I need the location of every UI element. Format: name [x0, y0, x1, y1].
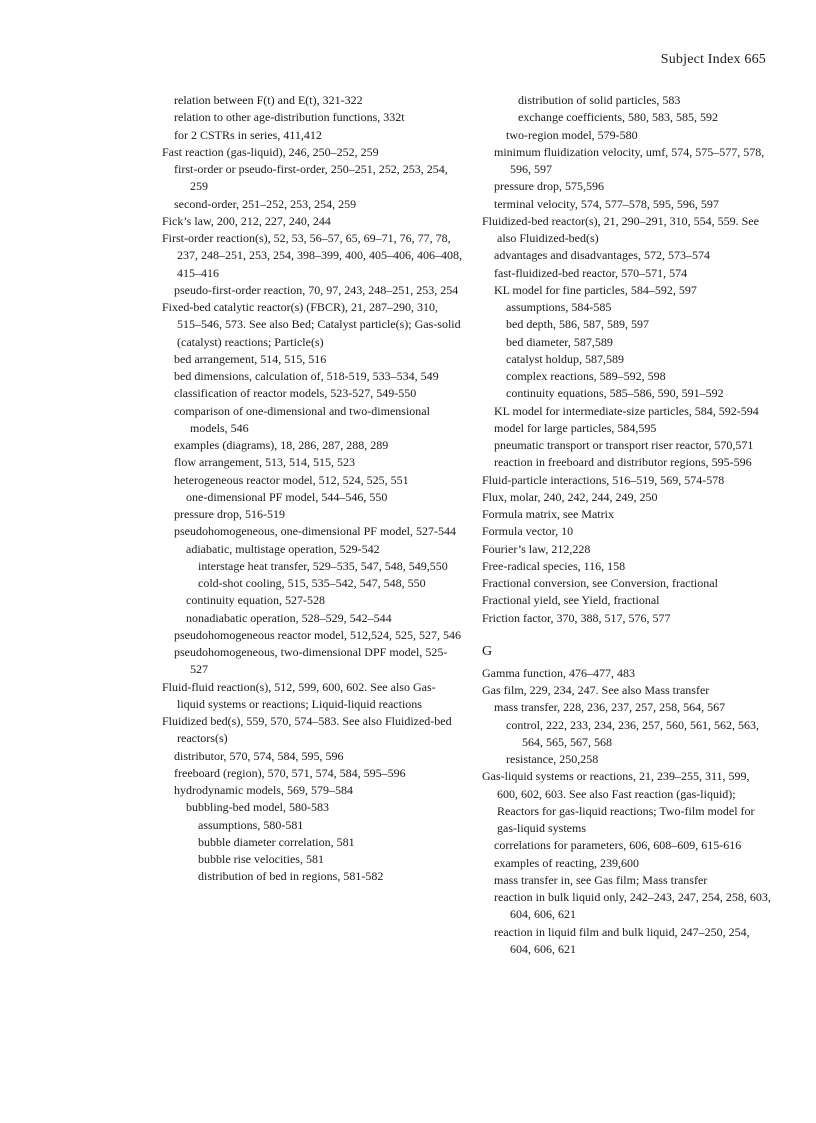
index-subentry: pneumatic transport or transport riser reactor, 570,571 — [494, 438, 754, 452]
index-entry: Fractional yield, see Yield, fractional — [482, 593, 660, 608]
index-subentry: freeboard (region), 570, 571, 574, 584, 595–596 — [174, 765, 406, 780]
index-subentry: classification of reactor models, 523-527, 549-550 — [174, 386, 417, 401]
index-entry: Fluidized-bed reactor(s), 21, 290–291, 310, 554, 559. See also Fluidized-bed(s) — [482, 213, 759, 245]
index-subentry: one-dimensional PF model, 544–546, 550 — [186, 489, 388, 504]
index-subentry: assumptions, 580-581 — [198, 817, 304, 832]
index-subentry: hydrodynamic models, 569, 579–584 — [174, 783, 353, 797]
index-subentry: distribution of bed in regions, 581-582 — [198, 869, 384, 884]
index-subentry: nonadiabatic operation, 528–529, 542–544 — [186, 610, 392, 625]
index-subentry: KL model for intermediate-size particles, 584, 592-594 — [494, 403, 759, 418]
index-subentry: second-order, 251–252, 253, 254, 259 — [174, 196, 357, 211]
index-entry: Fick’s law, 200, 212, 227, 240, 244 — [162, 213, 331, 228]
index-subentry: continuity equations, 585–586, 590, 591–592 — [506, 386, 724, 401]
index-subentry: complex reactions, 589–592, 598 — [506, 369, 666, 383]
index-subentry: flow arrangement, 513, 514, 515, 523 — [174, 455, 355, 470]
index-subentry: pseudohomogeneous reactor model, 512,524, 525, 527, 546 — [174, 627, 461, 642]
index-subentry: bubbling-bed model, 580-583 — [186, 800, 329, 815]
index-entry: First-order reaction(s), 52, 53, 56–57, 65, 69–71, 76, 77, 78, 237, 248–251, 253, 254, 398–399, 400, 405–406, 406–408, 415–416 — [162, 231, 462, 280]
index-subentry: KL model for fine particles, 584–592, 597 — [494, 282, 697, 297]
index-subentry: for 2 CSTRs in series, 411,412 — [174, 127, 322, 142]
index-subentry: pseudohomogeneous, two-dimensional DPF model, 525-527 — [174, 645, 448, 677]
index-letter-heading: G — [482, 643, 493, 659]
index-subentry: catalyst holdup, 587,589 — [506, 351, 624, 366]
index-subentry: minimum fluidization velocity, umf, 574, 575–577, 578, 596, 597 — [494, 144, 765, 176]
index-subentry: mass transfer, 228, 236, 237, 257, 258, 564, 567 — [494, 700, 726, 715]
index-entry: Free-radical species, 116, 158 — [482, 558, 626, 573]
index-subentry: examples of reacting, 239,600 — [494, 855, 639, 870]
index-subentry: exchange coefficients, 580, 583, 585, 592 — [518, 110, 719, 125]
index-subentry: pressure drop, 575,596 — [494, 179, 604, 194]
index-subentry: fast-fluidized-bed reactor, 570–571, 574 — [494, 265, 688, 280]
index-subentry: bed diameter, 587,589 — [506, 334, 613, 349]
index-subentry: heterogeneous reactor model, 512, 524, 525, 551 — [174, 472, 409, 487]
index-subentry: cold-shot cooling, 515, 535–542, 547, 548, 550 — [198, 576, 426, 590]
index-entry: Fluidized bed(s), 559, 570, 574–583. See also Fluidized-bed reactors(s) — [162, 714, 452, 746]
page-header: Subject Index 665 — [660, 52, 766, 67]
index-subentry: mass transfer in, see Gas film; Mass transfer — [494, 872, 708, 887]
index-subentry: distributor, 570, 574, 584, 595, 596 — [174, 748, 344, 763]
index-subentry: assumptions, 584-585 — [506, 300, 612, 314]
index-entry: Flux, molar, 240, 242, 244, 249, 250 — [482, 489, 658, 504]
index-entry: Gas-liquid systems or reactions, 21, 239–255, 311, 599, 600, 602, 603. See also Fast reaction (gas-liquid); Reactors for gas-liquid reactions; Two-film model for gas-liquid systems — [482, 769, 755, 835]
index-subentry: correlations for parameters, 606, 608–609, 615-616 — [494, 838, 742, 853]
index-subentry: bed dimensions, calculation of, 518-519, 533–534, 549 — [174, 369, 439, 383]
index-subentry: first-order or pseudo-first-order, 250–251, 252, 253, 254, 259 — [174, 162, 448, 194]
index-entry: Formula matrix, see Matrix — [482, 507, 614, 521]
index-subentry: relation to other age-distribution functions, 332t — [174, 110, 405, 125]
index-subentry: terminal velocity, 574, 577–578, 595, 596, 597 — [494, 196, 719, 211]
index-column-left — [162, 92, 462, 886]
index-subentry: reaction in freeboard and distributor regions, 595-596 — [494, 455, 752, 470]
index-entry: Gamma function, 476–477, 483 — [482, 665, 635, 680]
index-subentry: pressure drop, 516-519 — [174, 507, 285, 521]
index-subentry: reaction in liquid film and bulk liquid, 247–250, 254, 604, 606, 621 — [494, 924, 750, 956]
index-entry: Fractional conversion, see Conversion, fractional — [482, 576, 718, 590]
index-subentry: two-region model, 579-580 — [506, 127, 638, 142]
index-entry: Fixed-bed catalytic reactor(s) (FBCR), 21, 287–290, 310, 515–546, 573. See also Bed; Catalyst particle(s); Gas-solid (catalyst) reactions; Particle(s) — [162, 300, 461, 349]
index-subentry: control, 222, 233, 234, 236, 257, 560, 561, 562, 563, 564, 565, 567, 568 — [506, 717, 759, 749]
index-subentry: comparison of one-dimensional and two-dimensional models, 546 — [174, 403, 430, 435]
index-subentry: distribution of solid particles, 583 — [518, 93, 681, 107]
index-subentry: advantages and disadvantages, 572, 573–574 — [494, 248, 710, 263]
index-subentry: pseudo-first-order reaction, 70, 97, 243, 248–251, 253, 254 — [174, 282, 459, 297]
index-subentry: resistance, 250,258 — [506, 752, 599, 766]
index-subentry: model for large particles, 584,595 — [494, 420, 657, 435]
index-subentry: examples (diagrams), 18, 286, 287, 288, 289 — [174, 438, 389, 452]
index-column-right — [482, 92, 772, 958]
index-subentry: bed depth, 586, 587, 589, 597 — [506, 317, 649, 332]
index-subentry: reaction in bulk liquid only, 242–243, 247, 254, 258, 603, 604, 606, 621 — [494, 890, 771, 922]
index-subentry: adiabatic, multistage operation, 529-542 — [186, 541, 380, 556]
index-subentry: bed arrangement, 514, 515, 516 — [174, 351, 327, 366]
index-subentry: interstage heat transfer, 529–535, 547, 548, 549,550 — [198, 558, 448, 573]
index-subentry: bubble rise velocities, 581 — [198, 852, 324, 866]
index-entry: Fluid-particle interactions, 516–519, 569, 574-578 — [482, 472, 725, 487]
index-entry: Fast reaction (gas-liquid), 246, 250–252, 259 — [162, 144, 379, 159]
index-entry: Formula vector, 10 — [482, 524, 574, 539]
index-entry: Fourier’s law, 212,228 — [482, 541, 591, 556]
index-entry: Fluid-fluid reaction(s), 512, 599, 600, 602. See also Gas-liquid systems or reactions; Liquid-liquid reactions — [162, 679, 436, 711]
index-subentry: pseudohomogeneous, one-dimensional PF model, 527-544 — [174, 524, 456, 539]
index-subentry: continuity equation, 527-528 — [186, 593, 325, 608]
index-entry: Friction factor, 370, 388, 517, 576, 577 — [482, 610, 671, 625]
index-subentry: bubble diameter correlation, 581 — [198, 834, 355, 849]
index-subentry: relation between F(t) and E(t), 321-322 — [174, 93, 363, 107]
index-entry: Gas film, 229, 234, 247. See also Mass transfer — [482, 683, 710, 697]
